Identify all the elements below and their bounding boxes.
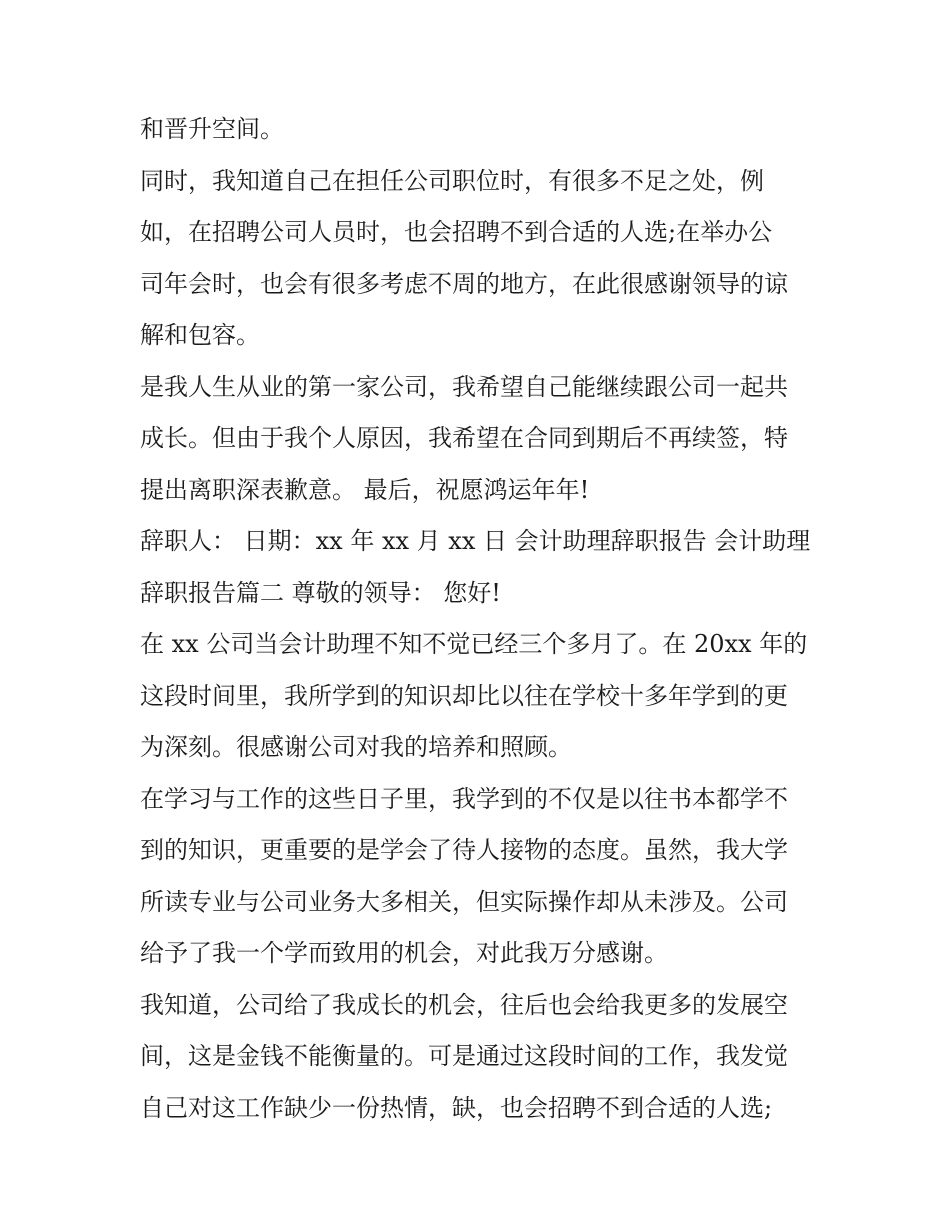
text-line: 如，在招聘公司人员时，也会招聘不到合适的人选;在举办公 (140, 218, 773, 246)
text-line: 自己对这工作缺少一份热情，缺，也会招聘不到合适的人选; (140, 1093, 773, 1122)
text-line: 在学习与工作的这些日子里，我学到的不仅是以往书本都学不 (140, 784, 788, 813)
text-line: 成长。但由于我个人原因，我希望在合同到期后不再续签，特 (140, 424, 788, 452)
text-line: 提出离职深表歉意。 最后，祝愿鸿运年年! (140, 475, 590, 504)
text-line: 所读专业与公司业务大多相关，但实际操作却从未涉及。公司 (140, 887, 788, 916)
text-line: 我知道，公司给了我成长的机会，往后也会给我更多的发展空 (140, 990, 788, 1019)
text-line: 间，这是金钱不能衡量的。可是通过这段时间的工作，我发觉 (140, 1042, 788, 1070)
text-line: 和晋升空间。 (140, 115, 284, 143)
text-line: 到的知识，更重要的是学会了待人接物的态度。虽然，我大学 (140, 836, 788, 864)
text-line: 辞职人： 日期：xx 年 xx 月 xx 日 会计助理辞职报告 会计助理 (140, 527, 811, 555)
text-line: 这段时间里，我所学到的知识却比以往在学校十多年学到的更 (140, 681, 788, 710)
text-line: 解和包容。 (140, 321, 260, 349)
text-line: 司年会时，也会有很多考虑不周的地方，在此很感谢领导的谅 (140, 269, 788, 298)
text-line: 为深刻。很感谢公司对我的培养和照顾。 (140, 733, 572, 761)
document-body (140, 104, 820, 1134)
text-line: 在 xx 公司当会计助理不知不觉已经三个多月了。在 20xx 年的 (140, 630, 808, 658)
text-line: 辞职报告篇二 尊敬的领导： 您好! (140, 578, 501, 607)
text-line: 给予了我一个学而致用的机会，对此我万分感谢。 (140, 939, 668, 967)
text-line: 同时，我知道自己在担任公司职位时，有很多不足之处，例 (140, 166, 764, 195)
text-line: 是我人生从业的第一家公司，我希望自己能继续跟公司一起共 (140, 372, 788, 401)
